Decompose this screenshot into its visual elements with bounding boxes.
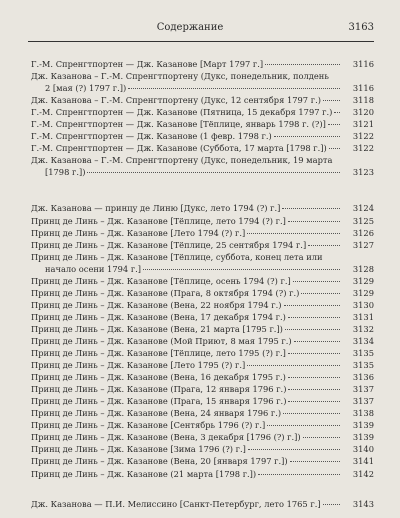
toc-entry-page: 3142 [352, 468, 374, 479]
toc-entry [31, 371, 374, 383]
dot-leader [248, 449, 340, 450]
toc-entry-title: Принц де Линь – Дж. Казанове (Вена, 3 декабря [1796 (?) г.]) [31, 432, 301, 443]
toc-entry-page: 3128 [352, 263, 374, 274]
toc-entry [31, 431, 374, 443]
toc-entry-title: Принц де Линь – Дж. Казанове (Вена, 20 [января 1797 г.]) [31, 456, 288, 467]
toc-entry-line [31, 323, 374, 335]
toc-entry-line [31, 94, 374, 106]
toc-entry-title: Дж. Казанова — принцу де Линю [Дукс, лето 1794 (?) г.] [31, 203, 281, 214]
toc-entry [31, 58, 374, 70]
toc-entry-title: [1798 г.]) [45, 167, 86, 178]
toc-entry-title: Дж. Казанова — П.И. Мелиссино [Санкт-Петербург, лето 1765 г.] [31, 498, 321, 509]
toc-entry-page: 3118 [352, 95, 374, 106]
toc-entry-title: Принц де Линь – Дж. Казанове (Вена, 17 декабря 1794 г.) [31, 311, 286, 322]
toc-entry-line [31, 227, 374, 239]
toc-entry-page: 3132 [352, 323, 374, 334]
toc-entry [31, 106, 374, 118]
dot-leader [267, 425, 340, 426]
toc-entry-page: 3122 [352, 131, 374, 142]
toc-entry-line [31, 202, 374, 214]
toc-entry-page: 3123 [352, 167, 374, 178]
toc-entry-line [31, 166, 374, 178]
toc-entry-page: 3139 [352, 420, 374, 431]
dot-leader [334, 112, 340, 113]
toc-entry-line [31, 215, 374, 227]
toc-entry-page: 3135 [352, 360, 374, 371]
toc-entry-page: 3130 [352, 299, 374, 310]
dot-leader [308, 245, 340, 246]
toc-entry [31, 455, 374, 467]
toc-entry-line [31, 142, 374, 154]
toc-entry [31, 395, 374, 407]
dot-leader [265, 64, 340, 65]
toc-entry [31, 275, 374, 287]
toc-entry-page: 3143 [352, 498, 374, 509]
toc-entry [31, 311, 374, 323]
toc-entry-line [31, 275, 374, 287]
dot-leader [247, 365, 340, 366]
toc-entry-title: Принц де Линь – Дж. Казанове (Вена, 21 марта [1795 г.]) [31, 323, 283, 334]
dot-leader [323, 100, 340, 101]
table-of-contents [31, 58, 374, 510]
toc-entry [31, 468, 374, 480]
toc-entry [31, 347, 374, 359]
toc-entry [31, 299, 374, 311]
dot-leader [288, 401, 340, 402]
toc-entry-title: Принц де Линь – Дж. Казанове (21 марта [1798 г.]) [31, 468, 257, 479]
toc-entry-page: 3129 [352, 287, 374, 298]
toc-entry-page: 3127 [352, 239, 374, 250]
toc-entry [31, 215, 374, 227]
toc-entry-line [31, 431, 374, 443]
toc-entry [31, 142, 374, 154]
toc-entry-title: Г.-М. Спренгтпортен — Дж. Казанове [Тёплице, январь 1798 г. (?)] [31, 119, 326, 130]
dot-leader [87, 172, 340, 173]
toc-entry-page: 3141 [352, 456, 374, 467]
dot-leader [294, 341, 340, 342]
dot-leader [328, 124, 340, 125]
toc-entry [31, 94, 374, 106]
dot-leader [329, 148, 340, 149]
toc-entry-line [31, 239, 374, 251]
toc-entry-title: Г.-М. Спренгтпортен — Дж. Казанове (Субботa, 17 марта [1798 г.]) [31, 143, 327, 154]
toc-entry-line [31, 118, 374, 130]
dot-leader [274, 136, 340, 137]
toc-entry [31, 287, 374, 299]
toc-entry-title: Принц де Линь – Дж. Казанове (Вена, 24 января 1796 г.) [31, 408, 282, 419]
toc-entry-title: Принц де Линь – Дж. Казанове [Зима 1796 (?) г.] [31, 444, 246, 455]
toc-entry-line [31, 419, 374, 431]
toc-entry [31, 498, 374, 510]
toc-entry-title: Дж. Казанова – Г.-М. Спренгтпортену (Дукс, понедельник, полдень [31, 71, 329, 82]
toc-entry-line [31, 498, 374, 510]
toc-entry-line [31, 347, 374, 359]
toc-entry-title: Принц де Линь – Дж. Казанове [Тёплице, лето 1795 (?) г.] [31, 348, 286, 359]
toc-entry-line [31, 263, 374, 275]
toc-entry [31, 118, 374, 130]
toc-entry-title: Принц де Линь – Дж. Казанове [Лето 1795 (?) г.] [31, 360, 246, 371]
toc-entry-line [31, 154, 374, 166]
toc-entry-page: 3120 [352, 107, 374, 118]
toc-entry [31, 323, 374, 335]
dot-leader [284, 305, 341, 306]
dot-leader [288, 317, 340, 318]
toc-entry-title: Дж. Казанова – Г.-М. Спренгтпортену (Дукс, понедельник, 19 марта [31, 155, 333, 166]
toc-entry-page: 3131 [352, 311, 374, 322]
toc-entry [31, 227, 374, 239]
toc-entry-title: Принц де Линь – Дж. Казанове [Тёплице, 25 сентября 1794 г.] [31, 239, 307, 250]
page-number: 3163 [348, 22, 374, 33]
toc-entry-title: Принц де Линь – Дж. Казанове (Вена, 16 декабря 1795 г.) [31, 372, 286, 383]
toc-entry-title: Принц де Линь – Дж. Казанове (Вена, 22 ноября 1794 г.) [31, 299, 282, 310]
dot-leader [293, 281, 340, 282]
dot-leader [143, 269, 340, 270]
toc-entry-title: 2 [мая (?) 1797 г.]) [45, 83, 127, 94]
toc-entry-page: 3136 [352, 372, 374, 383]
toc-entry-page: 3139 [352, 432, 374, 443]
toc-entry-page: 3140 [352, 444, 374, 455]
toc-entry-page: 3121 [352, 119, 374, 130]
toc-entry-line [31, 311, 374, 323]
toc-entry-title: Принц де Линь – Дж. Казанове [Тёплице, лето 1794 (?) г.] [31, 215, 286, 226]
toc-entry [31, 251, 374, 275]
dot-leader [290, 461, 340, 462]
toc-entry [31, 70, 374, 94]
toc-entry-line [31, 251, 374, 263]
toc-entry-page: 3124 [352, 203, 374, 214]
toc-entry-line [31, 359, 374, 371]
toc-entry-line [31, 383, 374, 395]
dot-leader [128, 88, 340, 89]
toc-entry-page: 3116 [352, 59, 374, 69]
toc-entry-line [31, 299, 374, 311]
toc-entry-title: Дж. Казанова – Г.-М. Спренгтпортену (Дукс, 12 сентября 1797 г.) [31, 95, 321, 106]
toc-entry-title: Г.-М. Спренгтпортен — Дж. Казанове (Пятница, 15 декабря 1797 г.) [31, 107, 333, 118]
dot-leader [283, 413, 340, 414]
toc-entry-line [31, 468, 374, 480]
dot-leader [258, 474, 340, 475]
toc-entry-line [31, 106, 374, 118]
toc-entry-page: 3125 [352, 215, 374, 226]
toc-entry-line [31, 70, 374, 82]
toc-entry-line [31, 371, 374, 383]
dot-leader [285, 329, 340, 330]
toc-entry-title: Принц де Линь – Дж. Казанове (Прага, 15 января 1796 г.) [31, 396, 287, 407]
dot-leader [288, 389, 340, 390]
toc-entry-line [31, 443, 374, 455]
toc-entry-page: 3126 [352, 227, 374, 238]
toc-entry-title: Принц де Линь – Дж. Казанове (Мой Приют, 8 мая 1795 г.) [31, 335, 292, 346]
toc-entry-line [31, 335, 374, 347]
toc-entry-page: 3135 [352, 348, 374, 359]
toc-entry-title: Г.-М. Спренгтпортен — Дж. Казанове (1 февр. 1798 г.) [31, 131, 272, 142]
toc-entry-title: Принц де Линь – Дж. Казанове [Тёплице, суббота, конец лета или [31, 251, 323, 262]
dot-leader [288, 221, 340, 222]
toc-entry-title: Принц де Линь – Дж. Казанове (Прага, 12 января 1796 г.) [31, 384, 287, 395]
toc-entry-line [31, 407, 374, 419]
dot-leader [247, 233, 340, 234]
toc-entry [31, 239, 374, 251]
toc-entry-line [31, 58, 374, 70]
dot-leader [301, 293, 340, 294]
toc-entry [31, 130, 374, 142]
toc-entry-line [31, 395, 374, 407]
toc-entry-page: 3137 [352, 384, 374, 395]
toc-entry-page: 3137 [352, 396, 374, 407]
toc-entry-page: 3138 [352, 408, 374, 419]
toc-entry-page: 3134 [352, 335, 374, 346]
toc-entry-page: 3122 [352, 143, 374, 154]
dot-leader [323, 504, 340, 505]
toc-entry-page: 3129 [352, 275, 374, 286]
toc-entry-title: Г.-М. Спренгтпортен — Дж. Казанове [Март 1797 г.] [31, 59, 264, 69]
toc-entry-title: Принц де Линь – Дж. Казанове (Прага, 8 октября 1794 (?) г.) [31, 287, 300, 298]
toc-entry-title: Принц де Линь – Дж. Казанове [Сентябрь 1796 (?) г.] [31, 420, 266, 431]
toc-entry-line [31, 82, 374, 94]
toc-entry-page: 3116 [352, 83, 374, 94]
toc-entry [31, 154, 374, 178]
toc-entry-line [31, 130, 374, 142]
toc-entry-title: начало осени 1794 г.] [45, 263, 142, 274]
dot-leader [303, 437, 340, 438]
toc-entry [31, 383, 374, 395]
running-head: Содержание [156, 22, 224, 33]
toc-entry-title: Принц де Линь – Дж. Казанове [Тёплице, осень 1794 (?) г.] [31, 275, 291, 286]
toc-entry [31, 359, 374, 371]
toc-entry-line [31, 287, 374, 299]
dot-leader [288, 353, 340, 354]
toc-entry [31, 202, 374, 214]
toc-entry [31, 335, 374, 347]
toc-entry [31, 407, 374, 419]
dot-leader [288, 377, 340, 378]
header-rule [28, 41, 374, 42]
toc-entry [31, 419, 374, 431]
toc-entry-line [31, 455, 374, 467]
toc-entry-title: Принц де Линь – Дж. Казанове [Лето 1794 (?) г.] [31, 227, 246, 238]
toc-entry [31, 443, 374, 455]
dot-leader [282, 208, 340, 209]
